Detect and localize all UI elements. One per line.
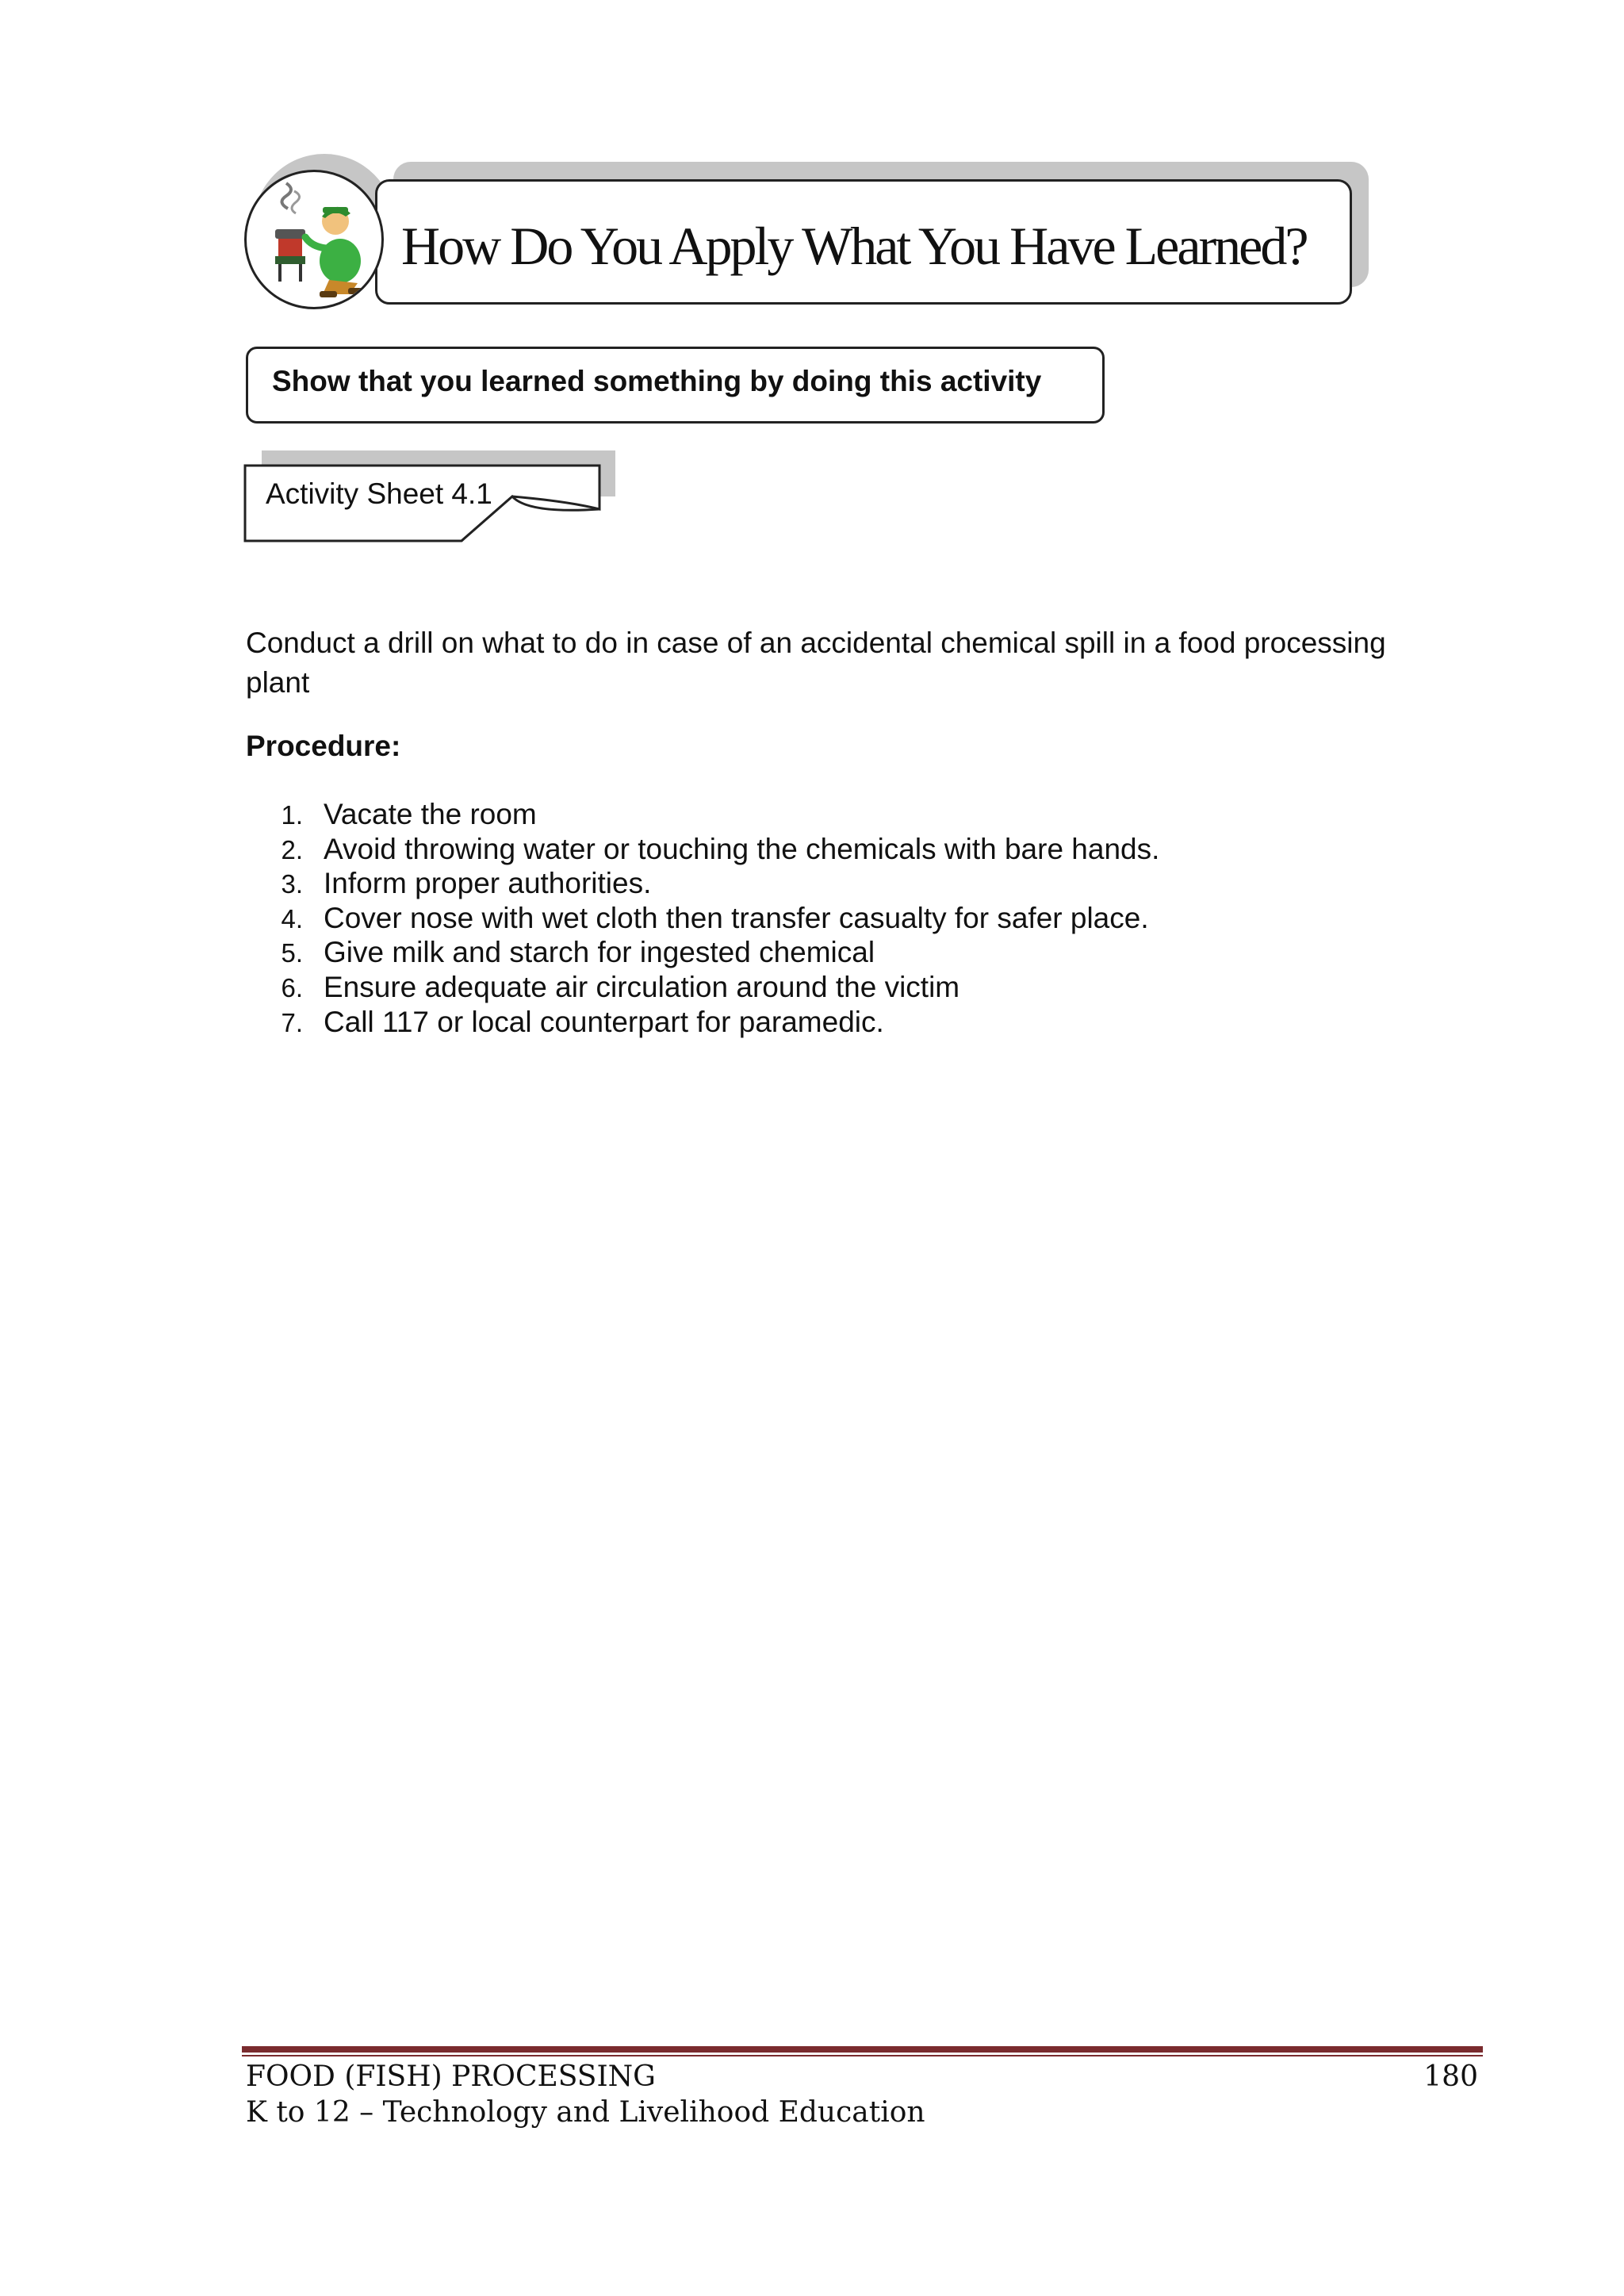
activity-sheet-label: Activity Sheet 4.1 [266, 477, 492, 510]
footer-program: K to 12 – Technology and Livelihood Education [246, 2096, 925, 2129]
procedure-heading: Procedure: [246, 730, 401, 762]
step-text: Ensure adequate air circulation around the victim [324, 970, 960, 1003]
list-item [246, 833, 1159, 868]
section-title: How Do You Apply What You Have Learned? [401, 216, 1307, 276]
step-text: Vacate the room [324, 798, 537, 830]
step-text: Cover nose with wet cloth then transfer casualty for safer place. [324, 901, 1149, 934]
step-number: 6. [281, 972, 303, 1002]
list-item [246, 936, 1159, 971]
footer-rule-thin [242, 2055, 1483, 2056]
page-number: 180 [1423, 2060, 1478, 2093]
step-text: Call 117 or local counterpart for paramedic. [324, 1005, 884, 1038]
procedure-list [246, 798, 1159, 1040]
step-number: 3. [281, 869, 303, 899]
list-item [246, 1006, 1159, 1041]
step-text: Avoid throwing water or touching the chemicals with bare hands. [324, 832, 1160, 865]
step-text: Inform proper authorities. [324, 867, 652, 900]
instruction-box [246, 347, 1105, 424]
list-item [246, 902, 1159, 937]
step-text: Give milk and starch for ingested chemical [324, 936, 875, 969]
list-item [246, 867, 1159, 902]
footer-subject: FOOD (FISH) PROCESSING [246, 2060, 656, 2093]
step-number: 4. [281, 903, 303, 933]
list-item [246, 971, 1159, 1006]
footer-rule [242, 2046, 1483, 2053]
kneeling-cook-icon [244, 170, 384, 309]
step-number: 2. [281, 834, 303, 864]
step-number: 1. [281, 800, 303, 830]
step-number: 5. [281, 938, 303, 968]
section-title-banner [375, 179, 1352, 305]
list-item [246, 798, 1159, 833]
instruction-text: Show that you learned something by doing this activity [272, 365, 1042, 397]
step-number: 7. [281, 1007, 303, 1037]
activity-intro: Conduct a drill on what to do in case of an accidental chemical spill in a food processing plant [246, 627, 1386, 699]
